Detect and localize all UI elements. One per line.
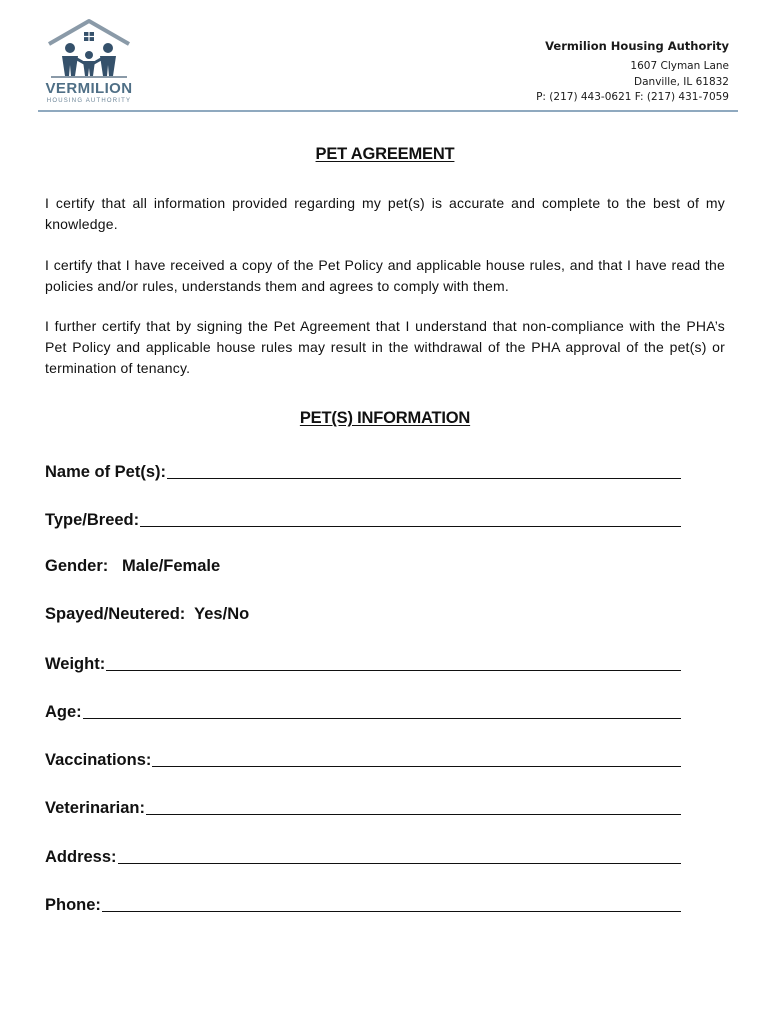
address-field[interactable] (45, 845, 681, 867)
spayed-neutered-field[interactable]: Spayed/Neutered: Yes/No (45, 605, 250, 623)
age-field[interactable] (45, 700, 681, 722)
agreement-paragraph-2: I certify that I have received a copy of the Pet Policy and applicable house rules, and that I have read the policies and/or rules, understands them and agrees to comply with them. (45, 257, 725, 294)
pet-information-title: PET(S) INFORMATION (299, 409, 471, 427)
gender-field[interactable]: Gender: Male/Female (45, 557, 221, 575)
veterinarian-label: Veterinarian: (45, 799, 145, 817)
phone-field[interactable] (45, 893, 681, 915)
agreement-paragraph-3: I further certify that by signing the Pet Agreement that I understand that non-compliance with the PHA’s Pet Policy and applicable house rules may result in the withdrawal of the PHA approval of the pet(s) or termination of tenancy. (45, 318, 725, 376)
org-phone-fax: P: (217) 443-0621 F: (217) 431-7059 (536, 91, 729, 103)
weight-field[interactable] (45, 652, 681, 674)
org-address: 1607 Clyman Lane (630, 60, 729, 72)
address-label: Address: (45, 848, 117, 866)
agreement-paragraph-1: I certify that all information provided regarding my pet(s) is accurate and complete to the best of my knowledge. (45, 195, 725, 232)
logo-name: VERMILION (45, 80, 133, 97)
org-contact-block (536, 38, 729, 106)
veterinarian-field[interactable] (45, 796, 681, 818)
org-city: Danville, IL 61832 (634, 75, 729, 88)
vaccinations-label: Vaccinations: (45, 751, 152, 769)
veterinarian-line[interactable] (146, 814, 681, 815)
pet-name-field[interactable] (45, 460, 681, 482)
phone-label: Phone: (45, 896, 101, 914)
weight-line[interactable] (106, 670, 681, 671)
header-divider (38, 110, 738, 112)
pet-name-label: Name of Pet(s): (45, 463, 167, 481)
pet-agreement-title: PET AGREEMENT (315, 145, 455, 163)
vaccinations-field[interactable] (45, 748, 681, 770)
address-line[interactable] (118, 863, 681, 864)
age-line[interactable] (83, 718, 681, 719)
org-name: Vermilion Housing Authority (545, 39, 729, 53)
pet-name-line[interactable] (167, 478, 681, 479)
phone-line[interactable] (102, 911, 681, 912)
logo-subtitle: HOUSING AUTHORITY (46, 98, 132, 104)
type-breed-field[interactable] (45, 508, 681, 530)
house-family-icon (37, 18, 141, 80)
age-label: Age: (45, 703, 82, 721)
vaccinations-line[interactable] (152, 766, 681, 767)
type-breed-label: Type/Breed: (45, 511, 140, 529)
type-breed-line[interactable] (140, 526, 681, 527)
weight-label: Weight: (45, 655, 106, 673)
vermilion-logo (37, 18, 141, 110)
